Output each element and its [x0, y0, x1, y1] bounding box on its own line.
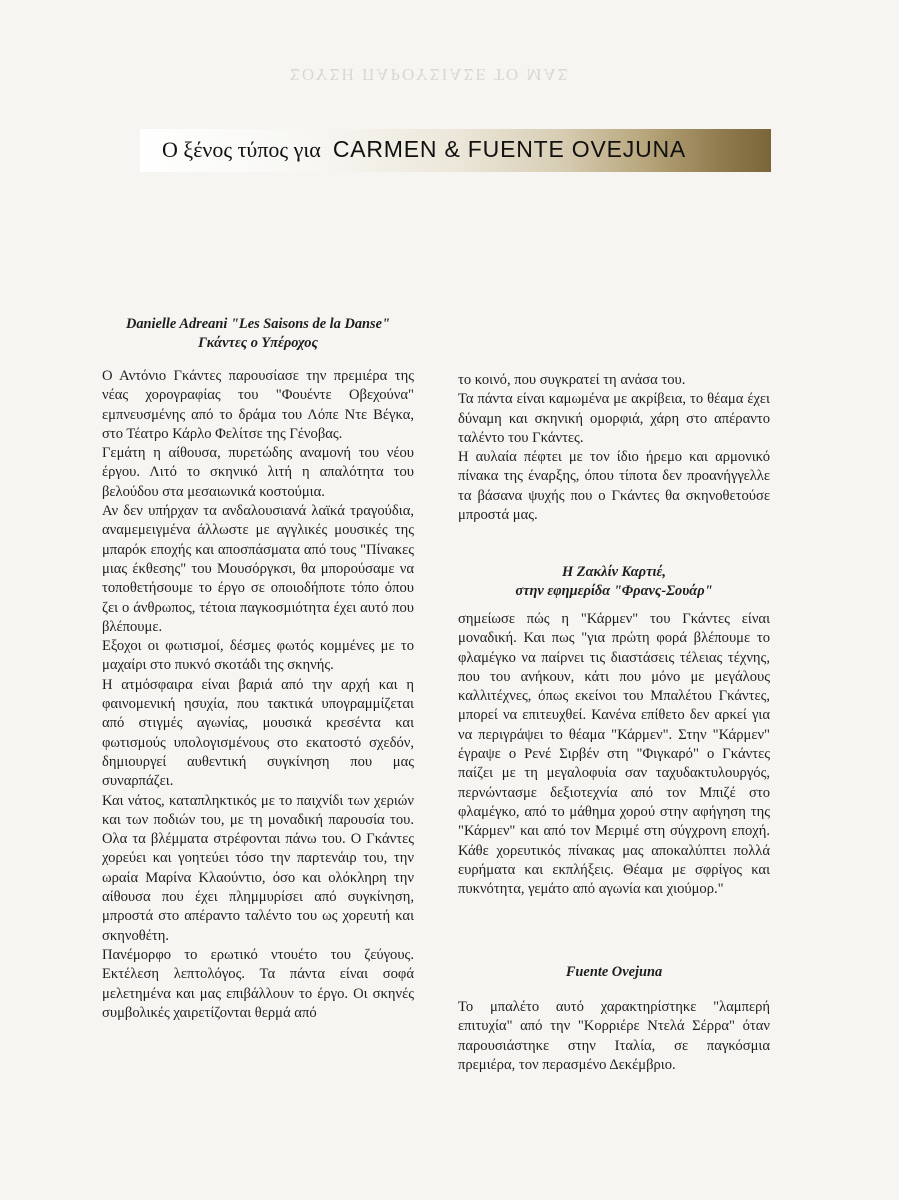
- paragraph: Γεμάτη η αίθουσα, πυρετώδης αναμονή του νέου έργου. Λιτό το σκηνικό λιτή η απαλότητα του βελούδου στα μεσαιωνικά κοστούμια.: [102, 445, 414, 500]
- paragraph: σημείωσε πώς η "Κάρμεν" του Γκάντες είναι μοναδική. Και πως "για πρώτη φορά βλέπουμε το φλαμέγκο να παίρνει τις διαστάσεις τέλειας τέχνης, που του ανήκουν, κάτι που μόνο με μεγάλους καλλιτέχνες, όπως εκείνοι του Μπαλέτου Γκάντες, μπορεί να επιτευχθεί. Κανένα επίθετο δεν αρκεί για να περιγράψει το θέαμα "Κάρμεν". Στην "Κάρμεν" έγραψε ο Ρενέ Σιρβέν στη "Φιγκαρό" ο Γκάντες παίζει με τη μεγαλοφυία σαν ταχυδακτυλουργός, περνώντασμε δεξιοτεχνία από τον Μπιζέ στο φλαμέγκο, από το μάθημα χορού στην αφήγηση της "Κάρμεν" και από τον Μεριμέ στη σύγχρονη εποχή. Κάθε χορευτικός πίνακας μας αποκαλύπτει πολλά ευρήματα και εκπλήξεις. Θέαμα με σφρίγος και πυκνότητα, γεμάτο από αγωνία και χιούμορ.": [458, 611, 770, 898]
- byline-cartier: [458, 563, 770, 601]
- title-main: CARMEN & FUENTE OVEJUNA: [332, 136, 687, 162]
- byline-adreani-source: Danielle Adreani "Les Saisons de la Danse": [125, 316, 391, 332]
- byline-cartier-name: Η Ζακλίν Καρτιέ,: [562, 564, 666, 580]
- paragraph: Η ατμόσφαιρα είναι βαριά από την αρχή και η φαινομενική ησυχία, που τακτικά υπογραμμίζεται από στιγμές αγωνίας, μουσικά κρεσέντα και φωτισμούς υπολογισμένους στο εκατοστό σχεδόν, δημιουργεί αυθεντική συγκίνηση που μας συναρπάζει.: [102, 676, 414, 790]
- right-column-continuation: [458, 371, 770, 525]
- right-column-fuente: [458, 998, 770, 1075]
- paragraph: Αν δεν υπήρχαν τα ανδαλουσιανά λαϊκά τραγούδια, αναμεμειγμένα άλλωστε με αγγλικές μουσικές της μπαρόκ εποχής και αποσπάσματα από τους "Πίνακες μιας έκθεσης" του Μουσόργκσι, θα μπορούσαμε να τοποθετήσουμε το έργο σε οποιοδήποτε τόπο όπου ζει ο άνθρωπος, τέτοια παγκοσμιότητα έχει αυτό που βλέπουμε.: [102, 503, 414, 635]
- bleed-through-text: ΣΟΥΣΗ ΠΑΡΟΥΣΙΑΣΕ ΤΟ ΜΑΣ: [290, 65, 570, 84]
- byline-adreani: [102, 315, 414, 353]
- paragraph: το κοινό, που συγκρατεί τη ανάσα του.: [458, 372, 686, 388]
- title-prefix: Ο ξένος τύπος για: [162, 137, 321, 162]
- paragraph: Πανέμορφο το ερωτικό ντουέτο του ζεύγους. Εκτέλεση λεπτολόγος. Τα πάντα είναι σοφά μελετημένα και μας επιβάλλουν το έργο. Οι σκηνές συμβολικές χαιρετίζονται θερμά από: [102, 946, 414, 1021]
- page-title: [162, 136, 686, 166]
- byline-adreani-headline: Γκάντες ο Υπέροχος: [198, 335, 318, 351]
- paragraph: Και νάτος, καταπληκτικός με το παιχνίδι των χεριών και των ποδιών του, με τη μοναδική παρουσία του. Ολα τα βλέμματα στρέφονται πάνω του. Ο Γκάντες χορεύει και γοητεύει τόσο την παρτενάιρ του, την ωραία Μαρίνα Κλαούντιο, όσο και ολόκληρη την αίθουσα που έχει πλημμυρίσει από συγκίνηση, μπροστά στο απέραντο ταλέντο του ως χορευτή και σκηνοθέτη.: [102, 792, 414, 944]
- section-heading: Fuente Ovejuna: [565, 964, 663, 980]
- paragraph: Το μπαλέτο αυτό χαρακτηρίστηκε "λαμπερή επιτυχία" από την "Κορριέρε Ντελά Σέρρα" όταν παρουσιάστηκε στην Ιταλία, σε παγκόσμια πρεμιέρα, τον περασμένο Δεκέμβριο.: [458, 999, 770, 1073]
- paragraph: Η αυλαία πέφτει με τον ίδιο ήρεμο και αρμονικό πίνακα της έναρξης, όπου τίποτα δεν προανήγγελλε τα βάσανα ψυχής που ο Γκάντες θα σκηνοθετούσε μπροστά μας.: [458, 449, 770, 524]
- byline-fuente-ovejuna: [458, 963, 770, 982]
- paragraph: Ο Αντόνιο Γκάντες παρουσίασε την πρεμιέρα της νέας χορογραφίας του "Φουέντε Οβεχούνα" εμπνευσμένης από το δράμα του Λόπε Ντε Βέγκα, στο Τέατρο Κάρλο Φελίτσε της Γένοβας.: [102, 368, 414, 442]
- paragraph: Τα πάντα είναι καμωμένα με ακρίβεια, το θέαμα έχει δύναμη και σκηνική ομορφιά, χάρη στο απέραντο ταλέντο του Γκάντες.: [458, 391, 770, 446]
- right-column-cartier: [458, 610, 770, 899]
- left-column: [102, 367, 414, 1023]
- byline-cartier-source: στην εφημερίδα "Φρανς-Σουάρ": [515, 583, 713, 599]
- paragraph: Εξοχοι οι φωτισμοί, δέσμες φωτός κομμένες με το μαχαίρι στο πυκνό σκοτάδι της σκηνής.: [102, 638, 414, 674]
